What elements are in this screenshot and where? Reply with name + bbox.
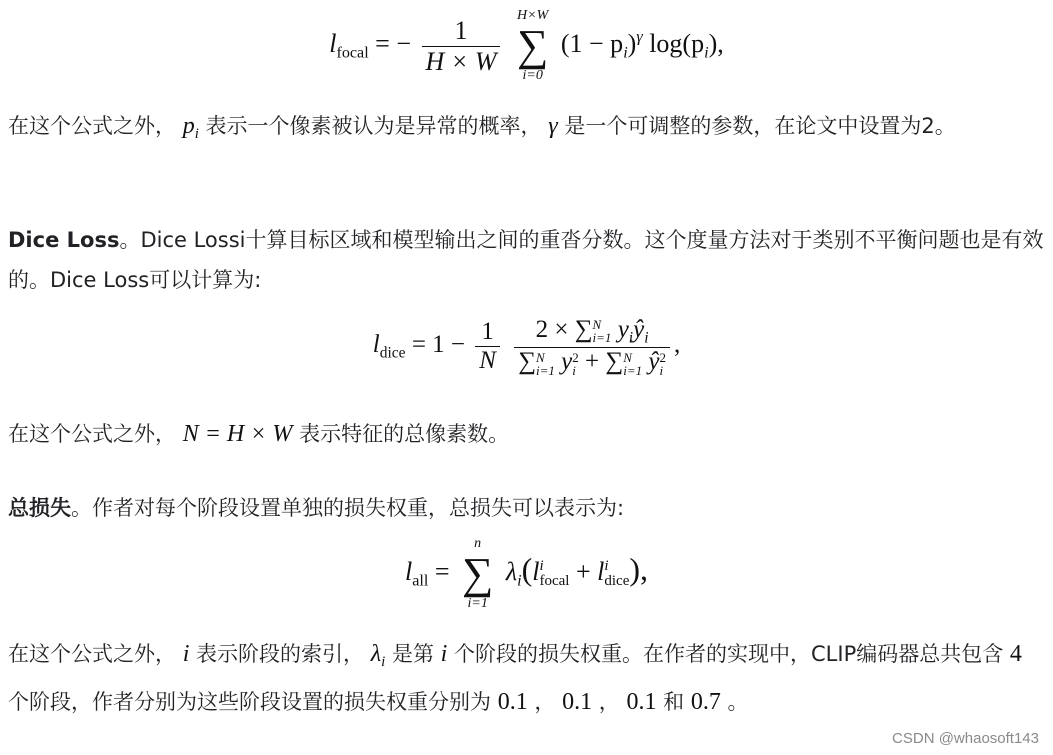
num-y: y: [617, 316, 629, 343]
eq-equals: = 1 −: [411, 331, 466, 359]
den-sum-2: + ∑: [585, 348, 624, 376]
math-gamma: γ: [548, 113, 558, 139]
sum-symbol: ∑: [516, 21, 549, 70]
separator: ，: [534, 690, 556, 715]
eq-term-2: log(p: [649, 28, 705, 58]
den-sum-2-sub: i=1: [623, 362, 643, 378]
term-l-focal: l: [532, 556, 540, 586]
eq-lhs: l: [329, 28, 337, 58]
math-4: 4: [1009, 641, 1022, 667]
term-l-focal-sup: i: [539, 558, 544, 574]
num-sum-sup: N: [592, 317, 602, 333]
eq-term-2-sub: i: [704, 44, 709, 62]
num-yhat: ŷ: [633, 316, 645, 343]
bold-term-total-loss: 总损失: [8, 496, 71, 520]
den-y: y: [561, 348, 573, 376]
math-n-equals-hw: N = H × W: [182, 421, 293, 447]
den-yhat-sub: i: [659, 362, 664, 378]
den-y-sub: i: [572, 362, 576, 378]
fraction-1-over-n: [475, 318, 500, 375]
den-y-scripts: [572, 351, 579, 377]
text: 是第: [391, 642, 434, 666]
math-lambda-sub: i: [517, 572, 522, 590]
math-p-sub: i: [194, 126, 199, 143]
fraction-denominator: N: [479, 346, 496, 374]
text: 在这个公式之外，: [8, 642, 176, 666]
text: 。Dice Lossi十算目标区域和模型输出之间的重沓分数。这个度量方法对于类别不平衡问题也是有效的。Dice Loss可以计算为:: [8, 228, 1044, 292]
math-lambda-sub: i: [381, 654, 386, 671]
term-l-dice: l: [597, 556, 605, 586]
sum-lower-limit: i=1: [467, 596, 488, 611]
math-lambda-i: [370, 641, 386, 671]
eq-lhs-sub: dice: [379, 344, 406, 362]
fraction-numerator: 1: [475, 318, 500, 347]
paragraph-dice-loss: [8, 220, 1048, 300]
num-sum-limits: [593, 318, 612, 344]
sum-upper-limit: n: [474, 536, 482, 551]
eq-lhs-sub: focal: [336, 44, 369, 62]
eq-lhs-sub: all: [412, 572, 429, 590]
text: 个阶段的损失权重。在作者的实现中，CLIP编码器总共包含: [454, 642, 1004, 666]
summation: [517, 8, 548, 84]
math-lambda: λ: [505, 556, 518, 586]
paragraph-focal-explanation: [8, 106, 1048, 154]
den-yhat-scripts: [659, 351, 666, 377]
weight-value-3: 0.1: [626, 689, 657, 716]
text: 表示阶段的索引，: [196, 642, 365, 666]
eq-lhs: l: [372, 331, 380, 359]
watermark: CSDN @whaosoft143: [892, 730, 1039, 747]
paragraph-total-explanation: [8, 634, 1048, 722]
eq-tail: ,: [673, 331, 681, 359]
paragraph-dice-explanation: [8, 414, 1048, 454]
math-p-i: [182, 113, 199, 143]
den-sum-2-sup: N: [623, 349, 632, 365]
math-lambda: λ: [370, 641, 382, 667]
equation-total-loss: [0, 536, 1053, 612]
eq-equals: =: [434, 556, 450, 586]
eq-equals: = −: [375, 28, 411, 58]
fraction-numerator: [514, 316, 670, 348]
paren-close: ),: [629, 550, 649, 587]
term-l-dice-sup: i: [604, 558, 609, 574]
separator: ，: [598, 690, 620, 715]
sum-symbol: ∑: [461, 549, 494, 598]
den-sum-1: ∑: [518, 348, 537, 376]
eq-term-1: (1 − p: [560, 28, 624, 58]
equation-dice-loss: [0, 316, 1053, 377]
term-l-dice-sub: dice: [604, 573, 630, 589]
num-sum-sub: i=1: [592, 330, 612, 346]
fraction-denominator: [514, 348, 670, 376]
den-sum-1-sub: i=1: [536, 362, 555, 378]
den-y-sup: 2: [572, 349, 579, 365]
math-i: i: [440, 641, 448, 667]
fraction-denominator: H × W: [425, 46, 497, 76]
weight-value-2: 0.1: [562, 689, 593, 716]
math-p: p: [182, 113, 195, 139]
den-sum-1-limits: [536, 351, 555, 377]
fraction: [422, 16, 501, 77]
text: 个阶段，作者分别为这些阶段设置的损失权重分别为: [8, 690, 491, 715]
text: 表示特征的总像素数。: [299, 422, 510, 446]
den-sum-1-sup: N: [536, 349, 545, 365]
eq-lhs: l: [404, 556, 413, 586]
fraction-dice: [514, 316, 670, 377]
den-sum-2-limits: [623, 351, 642, 377]
paren-open: (: [521, 550, 533, 587]
summation: [462, 536, 493, 612]
term-l-focal-sub: focal: [539, 573, 570, 589]
num-y-sub: i: [628, 329, 634, 347]
text: 是一个可调整的参数，在论文中设置为2。: [564, 114, 956, 138]
weight-value-4: 0.7: [690, 689, 721, 716]
text: 。作者对每个阶段设置单独的损失权重，总损失可以表示为:: [71, 496, 625, 520]
term-l-focal-scripts: [540, 559, 570, 589]
fraction-numerator: 1: [422, 16, 501, 47]
weight-value-1: 0.1: [497, 689, 528, 716]
sum-lower-limit: i=0: [522, 68, 543, 83]
sum-upper-limit: H×W: [517, 8, 549, 23]
eq-term-1-sup: γ: [636, 28, 643, 46]
equation-focal-loss: [0, 8, 1053, 84]
plus-sign: +: [575, 556, 591, 586]
den-yhat-sup: 2: [659, 349, 666, 365]
text: 在这个公式之外，: [8, 422, 176, 446]
num-sum: 2 × ∑: [535, 316, 593, 343]
paragraph-total-loss: [8, 488, 1048, 528]
math-i: i: [182, 641, 190, 667]
text: 和: [663, 690, 685, 715]
text: 表示一个像素被认为是异常的概率，: [205, 114, 542, 138]
eq-term-1-sub: i: [623, 44, 628, 62]
text: 。: [727, 690, 749, 715]
eq-term-1-close: ): [627, 28, 637, 58]
bold-term-dice-loss: Dice Loss: [8, 228, 120, 252]
text: 在这个公式之外，: [8, 114, 176, 138]
term-l-dice-scripts: [604, 559, 629, 589]
eq-term-2-close: ),: [708, 28, 724, 58]
den-yhat: ŷ: [648, 348, 660, 376]
num-yhat-sub: i: [644, 329, 649, 347]
